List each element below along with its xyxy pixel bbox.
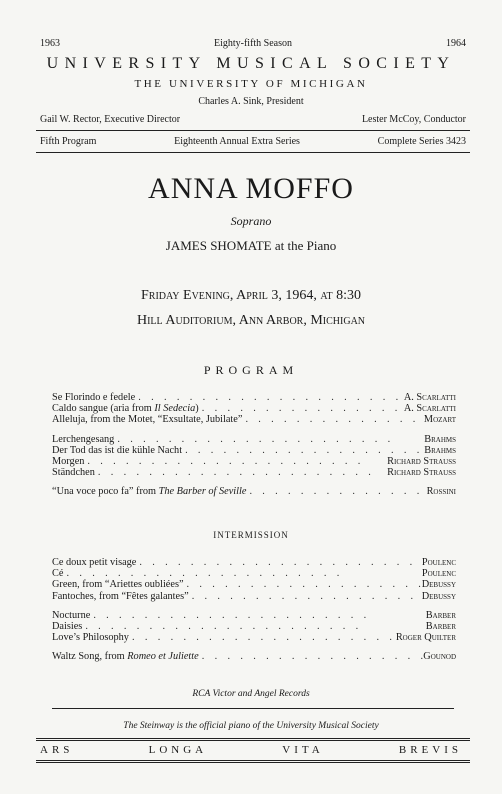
dot-leader [184,579,422,590]
piece-title-text: Der Tod das ist die kühle Nacht [52,444,183,456]
piece-title-text: Morgen [52,455,85,467]
dot-leader [114,434,424,445]
program-item [52,591,456,602]
piece-title [52,467,95,478]
staff-row [40,114,466,125]
program-item [52,414,456,425]
header-rule [36,130,470,131]
year-right: 1964 [445,38,466,49]
dot-leader [242,414,423,425]
artist-voice: Soprano [230,214,272,228]
dot-leader [136,557,422,568]
piece-title [52,434,114,445]
president-line: Charles A. Sink, President [198,96,304,107]
series-rule [36,152,470,153]
program-group-3 [52,486,456,497]
program-item [52,632,456,643]
program-item [52,610,456,621]
piece-title-italic: Il Sedecia [154,403,196,415]
dot-leader [95,467,387,478]
piece-title [52,486,246,497]
footer-rule [52,708,454,709]
motto-row [40,744,462,756]
dot-leader [129,632,396,643]
piece-title-italic: Romeo et Juliette [127,651,199,663]
composer-name: Barber [425,620,456,632]
motto-word-longa: LONGA [148,744,208,756]
program-item [52,434,456,445]
records-note: RCA Victor and Angel Records [192,689,310,699]
program-item [52,486,456,497]
piece-title [52,651,199,662]
program-item [52,467,456,478]
dot-leader [246,486,426,497]
event-venue: Hill Auditorium, Ann Arbor, Michigan [136,313,366,328]
dot-leader [182,445,424,456]
piece-title-text: Se Florindo e fedele [52,392,136,403]
composer-name: A. Scarlatti [403,403,456,415]
motto-word-brevis: BREVIS [398,744,462,756]
dot-leader [84,456,387,467]
piece-title [52,403,199,414]
motto-rule-top [36,738,470,741]
piece-title-text: Alleluja, from the Motet, “Exsultate, Jubilate” [52,414,243,426]
motto-word-ars: ARS [40,744,74,756]
executive-director: Gail W. Rector, Executive Director [40,114,181,125]
piece-title-text: “Una voce poco fa” from [52,486,159,498]
piece-title-text: Ständchen [52,467,95,479]
program-list-part2 [52,557,456,663]
composer-name: Rossini [426,486,456,498]
composer-name: Gounod [423,651,456,663]
piece-title [52,621,82,632]
piece-title [52,456,84,467]
piece-title [52,568,63,579]
program-group-4 [52,557,456,602]
series-name: Eighteenth Annual Extra Series [174,136,300,147]
artist-name: ANNA MOFFO [148,172,354,205]
season-label: Eighty-fifth Season [213,38,293,49]
steinway-note: The Steinway is the official piano of the University Musical Society [123,721,379,731]
dot-leader [199,651,424,662]
composer-name: Poulenc [421,568,456,580]
piece-title [52,557,136,568]
accompanist-line: JAMES SHOMATE at the Piano [165,238,337,253]
piece-title [52,632,129,643]
program-group-2 [52,434,456,479]
composer-name: Brahms [424,444,456,456]
motto-word-vita: VITA [282,744,324,756]
program-item [52,621,456,632]
dot-leader [63,568,421,579]
composer-name: Debussy [421,579,456,591]
program-item [52,557,456,568]
program-item [52,392,456,403]
piece-title-text: Ce doux petit visage [52,557,137,568]
composer-name: Richard Strauss [387,455,456,467]
program-number: Fifth Program [40,136,97,147]
complete-series: Complete Series 3423 [377,136,466,147]
piece-title-text: Waltz Song, from [52,651,128,663]
year-left: 1963 [40,38,60,49]
program-item [52,651,456,662]
composer-name: A. Scarlatti [403,392,456,403]
program-item [52,568,456,579]
piece-title-text: Daisies [52,620,83,632]
composer-name: Mozart [423,414,456,426]
program-group-1 [52,392,456,426]
composer-name: Debussy [421,590,456,602]
program-list-part1 [52,392,456,498]
program-item [52,456,456,467]
composer-name: Roger Quilter [395,632,456,644]
piece-title [52,445,182,456]
dot-leader [199,403,404,414]
conductor: Lester McCoy, Conductor [361,114,466,125]
university-name: THE UNIVERSITY OF MICHIGAN [134,78,368,90]
piece-title [52,610,90,621]
piece-title-text: Fantoches, from “Fêtes galantes” [52,590,189,602]
intermission-label: INTERMISSION [213,530,289,540]
composer-name: Brahms [424,433,456,445]
piece-title [52,414,242,425]
piece-title-text: Green, from “Ariettes oubliées” [52,579,184,591]
program-item [52,445,456,456]
dot-leader [90,610,425,621]
series-row [40,136,466,147]
program-item [52,403,456,414]
piece-title-italic: The Barber of Seville [158,486,247,498]
program-heading: PROGRAM [203,363,299,377]
event-date: Friday Evening, April 3, 1964, at 8:30 [140,288,362,303]
society-title: UNIVERSITY MUSICAL SOCIETY [46,55,456,72]
composer-name: Richard Strauss [387,467,456,479]
composer-name: Barber [425,609,456,621]
piece-title-text: Nocturne [52,609,91,621]
piece-title-text: Love’s Philosophy [52,632,129,644]
dot-leader [135,392,404,403]
composer-name: Poulenc [421,557,456,568]
dot-leader [82,621,425,632]
piece-title-text: Cé [52,568,64,580]
piece-title [52,579,184,590]
motto-rule-bottom [36,760,470,763]
piece-title-text: Lerchengesang [52,433,115,445]
dot-leader [189,591,422,602]
program-group-6 [52,651,456,662]
header-year-row [40,38,466,49]
piece-title [52,392,135,403]
piece-title-suffix: ) [195,403,199,415]
program-item [52,579,456,590]
program-group-5 [52,610,456,644]
piece-title-text: Caldo sangue (aria from [52,403,155,415]
piece-title [52,591,189,602]
